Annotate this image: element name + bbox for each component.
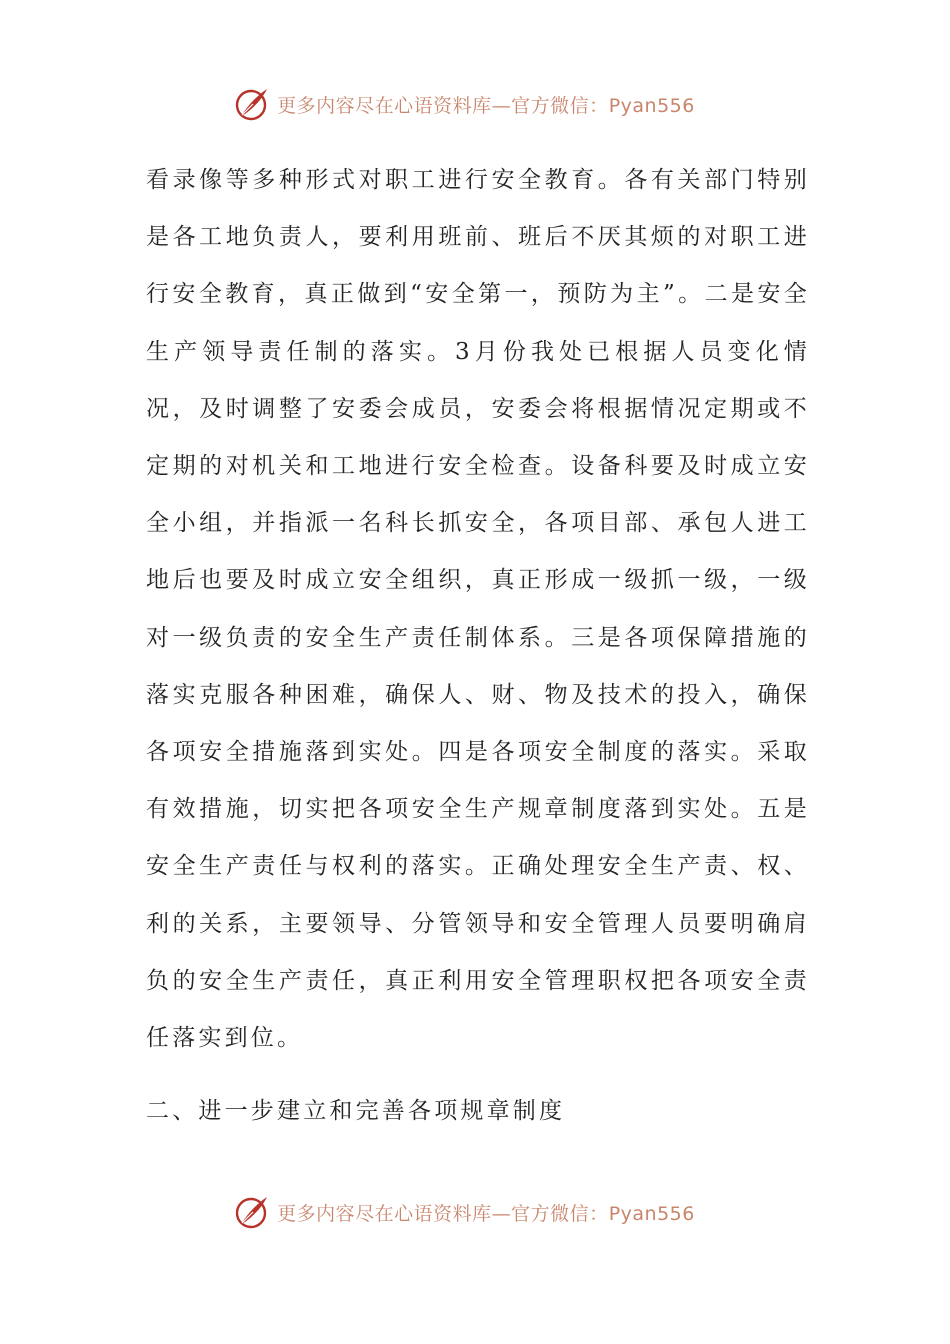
section-heading: 二、进一步建立和完善各项规章制度	[146, 1098, 566, 1124]
banner-main: 更多内容尽在心语资料库	[277, 1202, 492, 1225]
quill-logo-icon	[233, 85, 271, 123]
banner-dash: —	[491, 1202, 512, 1225]
banner-main: 更多内容尽在心语资料库	[277, 94, 492, 117]
banner-text	[277, 1199, 695, 1226]
banner-wechat-id: Pyan556	[608, 94, 695, 117]
banner-wechat-id: Pyan556	[608, 1202, 695, 1225]
banner-wechat-label: 官方微信：	[511, 1202, 609, 1225]
header-banner	[0, 82, 950, 126]
banner-text	[277, 91, 695, 118]
banner-dash: —	[491, 94, 512, 117]
banner-wechat-label: 官方微信：	[511, 94, 609, 117]
body-paragraph: 看录像等多种形式对职工进行安全教育。各有关部门特别是各工地负责人，要利用班前、班后不厌其烦的对职工进行安全教育，真正做到“安全第一，预防为主”。二是安全生产领导责任制的落实。3月份我处已根据人员变化情况，及时调整了安委会成员，安委会将根据情况定期或不定期的对机关和工地进行安全检查。设备科要及时成立安全小组，并指派一名科长抓安全，各项目部、承包人进工地后也要及时成立安全组织，真正形成一级抓一级，一级对一级负责的安全生产责任制体系。三是各项保障措施的落实克服各种困难，确保人、财、物及技术的投入，确保各项安全措施落到实处。四是各项安全制度的落实。采取有效措施，切实把各项安全生产规章制度落到实处。五是安全生产责任与权利的落实。正确处理安全生产责、权、利的关系，主要领导、分管领导和安全管理人员要明确肩负的安全生产责任，真正利用安全管理职权把各项安全责任落实到位。	[146, 167, 810, 1052]
document-body	[146, 152, 810, 1067]
quill-logo-icon	[233, 1193, 271, 1231]
footer-banner	[0, 1190, 950, 1234]
